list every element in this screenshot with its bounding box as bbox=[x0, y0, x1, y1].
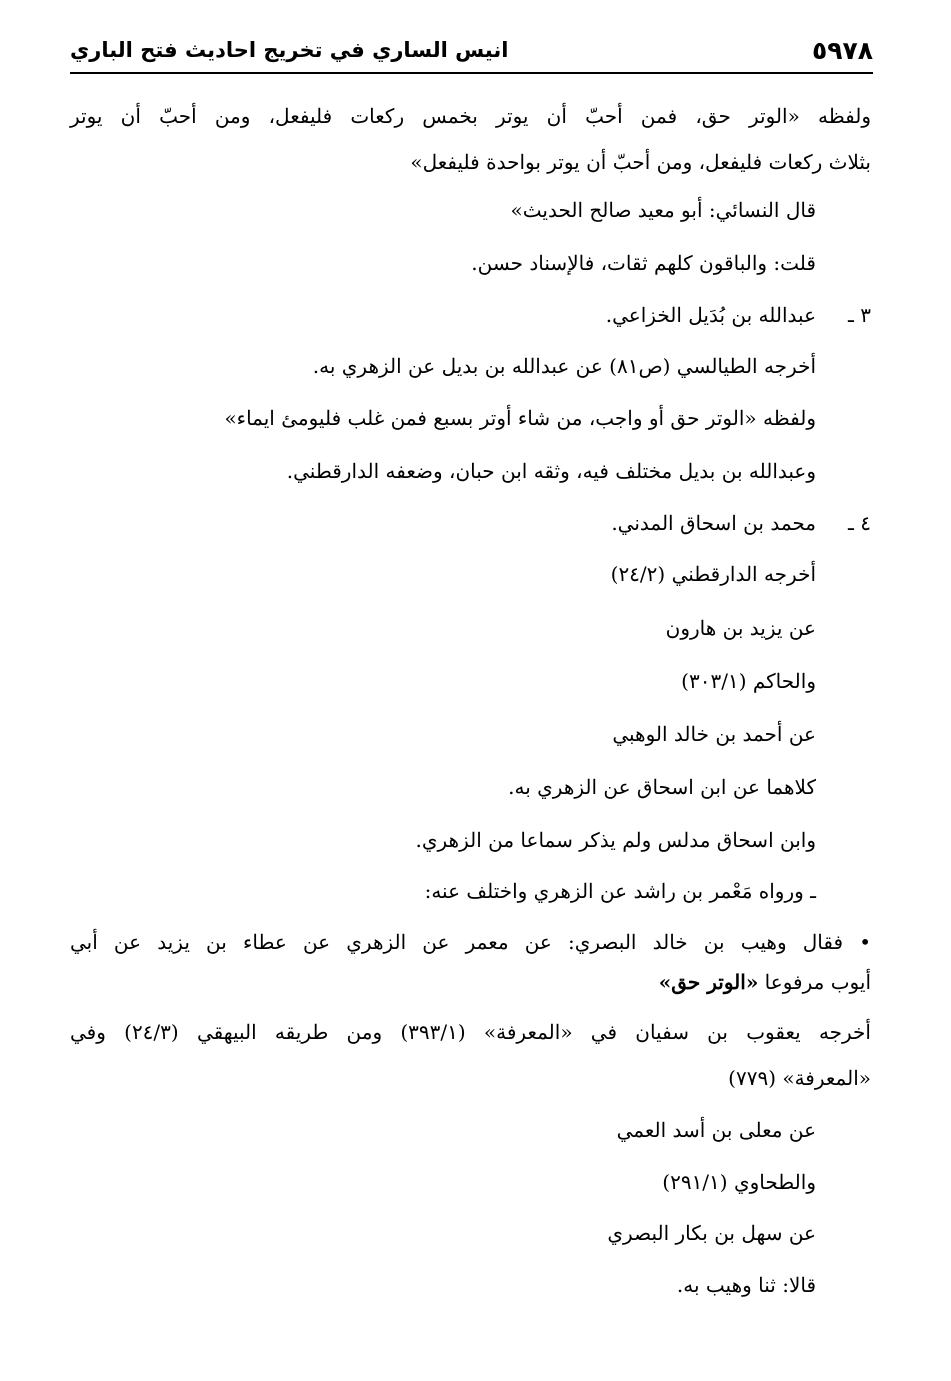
text-line: وابن اسحاق مدلس ولم يذكر سماعا من الزهري. bbox=[415, 828, 816, 852]
text-line: عن أحمد بن خالد الوهبي bbox=[612, 722, 816, 746]
item-heading: عبدالله بن بُدَيل الخزاعي. bbox=[605, 303, 816, 327]
text-line: أخرجه الطيالسي (ص٨١) عن عبدالله بن بديل عن الزهري به. bbox=[312, 354, 816, 378]
text-line: «المعرفة» (٧٧٩) bbox=[728, 1066, 871, 1090]
page-number: ٥٩٧٨ bbox=[811, 36, 873, 65]
text-line: ولفظه «الوتر حق، فمن أحبّ أن يوتر بخمس ركعات فليفعل، ومن أحبّ أن يوتر bbox=[70, 104, 871, 128]
book-title: انيس الساري في تخريج احاديث فتح الباري bbox=[70, 38, 509, 62]
item-heading: محمد بن اسحاق المدني. bbox=[611, 511, 816, 535]
emphasis-text: «الوتر حق» bbox=[658, 970, 759, 994]
text-line: عن معلى بن أسد العمي bbox=[616, 1118, 816, 1142]
text-line: والطحاوي (٢٩١/١) bbox=[662, 1170, 816, 1194]
text-line: عن يزيد بن هارون bbox=[665, 616, 816, 640]
item-number: ٤ ـ bbox=[848, 511, 871, 535]
page-header bbox=[70, 32, 873, 74]
item-number: ٣ ـ bbox=[848, 303, 871, 327]
text-line: قالا: ثنا وهيب به. bbox=[676, 1273, 816, 1297]
text-line: • فقال وهيب بن خالد البصري: عن معمر عن الزهري عن عطاء بن يزيد عن أبي bbox=[70, 930, 871, 954]
text-line: وعبدالله بن بديل مختلف فيه، وثقه ابن حبان، وضعفه الدارقطني. bbox=[286, 459, 816, 483]
text-line: قلت: والباقون كلهم ثقات، فالإسناد حسن. bbox=[471, 251, 816, 275]
text-line: والحاكم (٣٠٣/١) bbox=[681, 669, 816, 693]
text-line: قال النسائي: أبو معيد صالح الحديث» bbox=[510, 198, 816, 222]
text-line: ـ ورواه مَعْمر بن راشد عن الزهري واختلف عنه: bbox=[424, 879, 816, 903]
text-fragment: أيوب مرفوعا bbox=[758, 970, 871, 994]
text-line: بثلاث ركعات فليفعل، ومن أحبّ أن يوتر بواحدة فليفعل» bbox=[410, 150, 871, 174]
text-line: ولفظه «الوتر حق أو واجب، من شاء أوتر بسبع فمن غلب فليومئ ايماء» bbox=[224, 406, 816, 430]
text-line: أخرجه الدارقطني (٢٤/٢) bbox=[610, 562, 816, 586]
text-line bbox=[659, 972, 871, 992]
text-line: كلاهما عن ابن اسحاق عن الزهري به. bbox=[508, 775, 816, 799]
text-line: أخرجه يعقوب بن سفيان في «المعرفة» (٣٩٣/١) ومن طريقه البيهقي (٢٤/٣) وفي bbox=[70, 1020, 871, 1044]
text-line: عن سهل بن بكار البصري bbox=[607, 1221, 816, 1245]
